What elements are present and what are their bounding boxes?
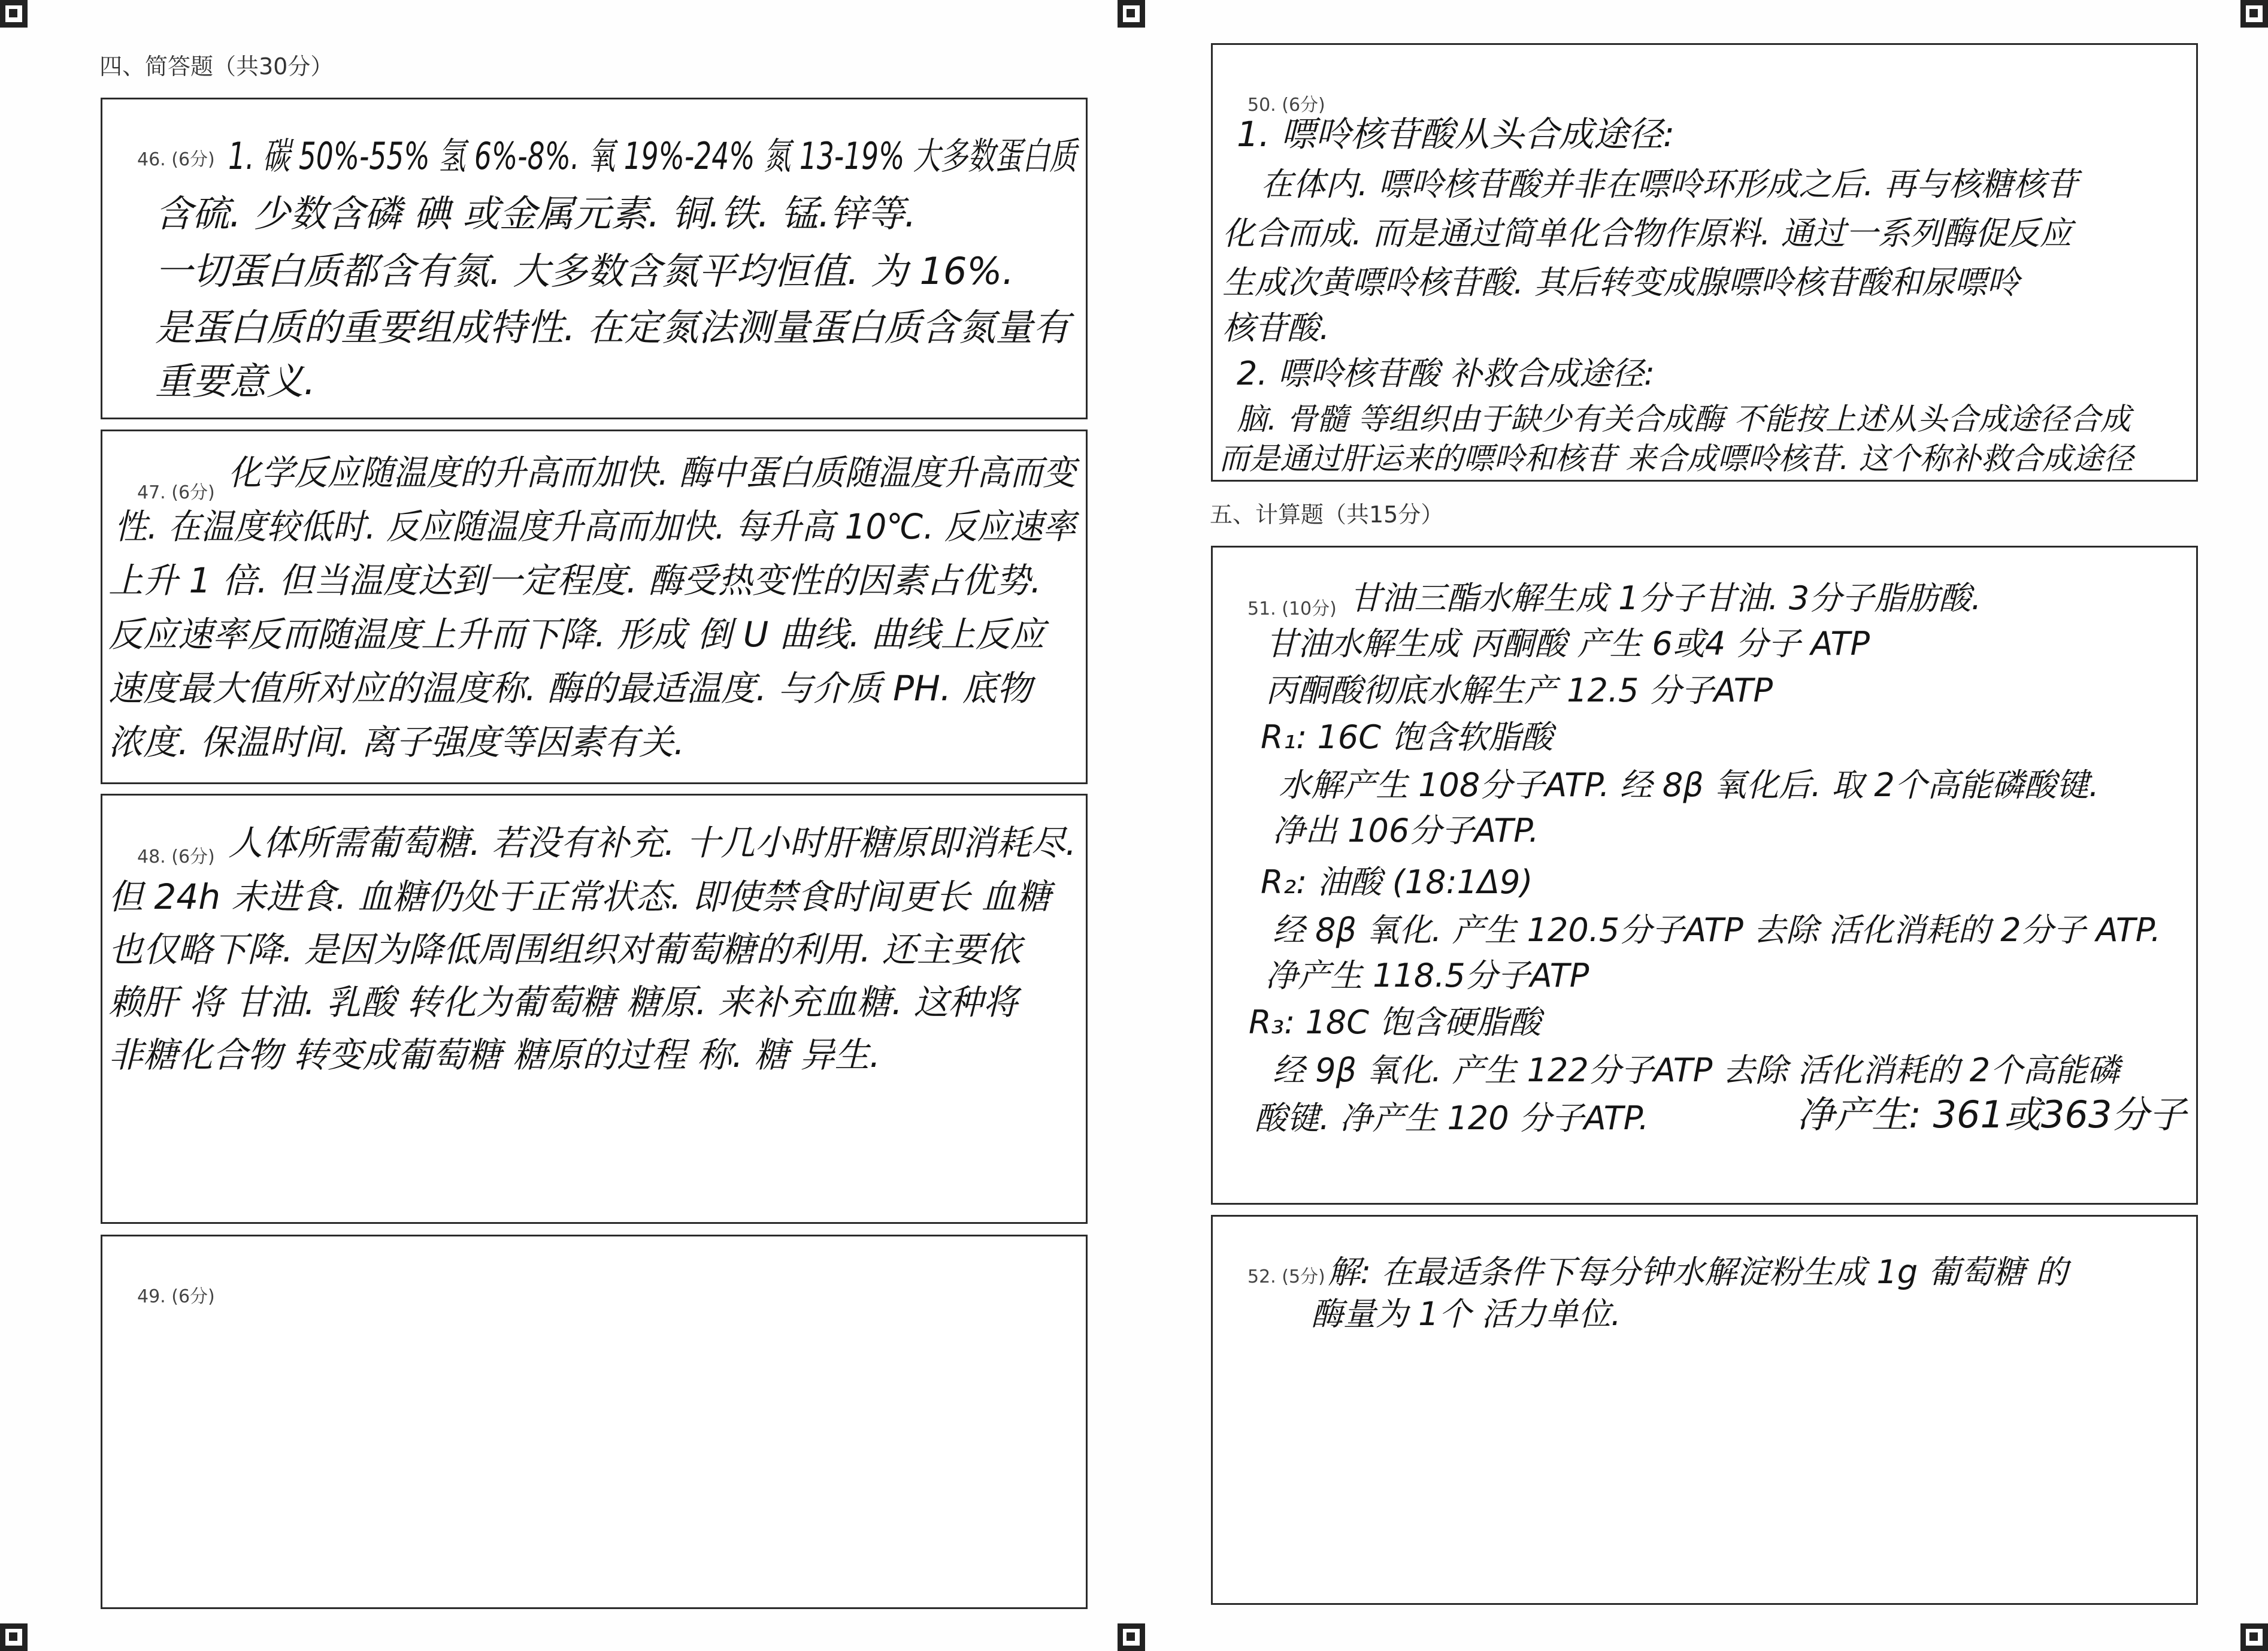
handwritten-line: R₃: 18C 饱含硬脂酸 — [1249, 1003, 1542, 1041]
question-label: 49. (6分) — [137, 1286, 215, 1307]
handwritten-line: 浓度. 保温时间. 离子强度等因素有关. — [108, 722, 685, 763]
handwritten-line: 酶量为 1个 活力单位. — [1311, 1295, 1621, 1333]
handwritten-line: 非糖化合物 转变成葡萄糖 糖原的过程 称. 糖 异生. — [108, 1035, 881, 1075]
registration-marker-top-left — [0, 0, 28, 28]
handwritten-line: 核苷酸. — [1222, 309, 1330, 347]
handwritten-line: 经 8β 氧化. 产生 120.5分子ATP 去除 活化消耗的 2分子 ATP. — [1273, 911, 2161, 949]
answer-box-q52[interactable] — [1211, 1215, 2198, 1605]
handwritten-line: 甘油三酯水解生成 1分子甘油. 3分子脂肪酸. — [1349, 579, 1982, 617]
registration-marker-bottom-right — [2240, 1623, 2268, 1651]
handwritten-line: 重要意义. — [155, 359, 316, 403]
handwritten-line: R₁: 16C 饱含软脂酸 — [1261, 718, 1554, 756]
handwritten-line: 在体内. 嘌呤核苷酸并非在嘌呤环形成之后. 再与核糖核苷 — [1261, 165, 2078, 203]
handwritten-line: 水解产生 108分子ATP. 经 8β 氧化后. 取 2个高能磷酸键. — [1279, 766, 2099, 804]
handwritten-line: 速度最大值所对应的温度称. 酶的最适温度. 与介质 PH. 底物 — [108, 668, 1032, 709]
handwritten-line: 甘油水解生成 丙酮酸 产生 6或4 分子 ATP — [1265, 625, 1870, 663]
handwritten-line: 性. 在温度较低时. 反应随温度升高而加快. 每升高 10℃. 反应速率 — [114, 506, 1076, 547]
handwritten-line: 净出 106分子ATP. — [1273, 812, 1539, 849]
question-label: 48. (6分) — [137, 846, 215, 867]
handwritten-line: 1. 嘌呤核苷酸从头合成途径: — [1237, 114, 1675, 155]
answer-box-q50[interactable] — [1211, 43, 2198, 482]
question-label: 47. (6分) — [137, 482, 215, 503]
handwritten-line: 酸键. 净产生 120 分子ATP. — [1255, 1099, 1649, 1137]
section-title-short-answer: 四、简答题（共30分） — [99, 53, 334, 80]
handwritten-line: 而是通过肝运来的嘌呤和核苷 来合成嘌呤核苷. 这个称补救合成途径 — [1219, 442, 2134, 477]
total-atp-answer: 净产生: 361或363分子 — [1797, 1093, 2187, 1136]
question-label: 51. (10分) — [1247, 598, 1337, 619]
registration-marker-top-right — [2240, 0, 2268, 28]
handwritten-line: 脑. 骨髓 等组织由于缺少有关合成酶 不能按上述从头合成途径合成 — [1237, 402, 2131, 437]
handwritten-line: R₂: 油酸 (18:1Δ9) — [1261, 863, 1533, 901]
handwritten-line: 人体所需葡萄糖. 若没有补充. 十几小时肝糖原即消耗尽. — [228, 823, 1077, 863]
handwritten-line: 但 24h 未进食. 血糖仍处于正常状态. 即使禁食时间更长 血糖 — [108, 876, 1051, 917]
question-label: 46. (6分) — [137, 149, 215, 170]
registration-marker-top-center — [1118, 0, 1145, 28]
section-title-calculation: 五、计算题（共15分） — [1210, 501, 1444, 528]
answer-box-q49[interactable] — [101, 1235, 1088, 1609]
handwritten-line: 也仅略下降. 是因为降低周围组织对葡萄糖的利用. 还主要依 — [108, 929, 1021, 970]
registration-marker-bottom-center — [1118, 1623, 1145, 1651]
handwritten-line: 丙酮酸彻底水解生产 12.5 分子ATP — [1265, 672, 1773, 709]
registration-marker-bottom-left — [0, 1623, 28, 1651]
answer-box-q48[interactable] — [101, 794, 1088, 1224]
handwritten-line: 生成次黄嘌呤核苷酸. 其后转变成腺嘌呤核苷酸和尿嘌呤 — [1222, 264, 2019, 301]
answer-box-q51[interactable] — [1211, 546, 2198, 1205]
handwritten-line: 经 9β 氧化. 产生 122分子ATP 去除 活化消耗的 2个高能磷 — [1273, 1051, 2120, 1089]
handwritten-line: 化学反应随温度的升高而加快. 酶中蛋白质随温度升高而变 — [228, 452, 1076, 493]
handwritten-line: 1. 碳 50%-55% 氢 6%-8%. 氧 19%-24% 氮 13-19% 大多数蛋白质 — [228, 134, 1077, 178]
question-label: 50. (6分) — [1247, 95, 1325, 116]
handwritten-line: 含硫. 少数含磷 碘 或金属元素. 铜.铁. 锰.锌等. — [155, 192, 916, 235]
handwritten-line: 是蛋白质的重要组成特性. 在定氮法测量蛋白质含氮量有 — [155, 306, 1070, 349]
handwritten-line: 净产生 118.5分子ATP — [1265, 957, 1589, 994]
answer-box-q47[interactable] — [101, 430, 1088, 784]
handwritten-line: 一切蛋白质都含有氮. 大多数含氮平均恒值. 为 16%. — [155, 249, 1015, 293]
handwritten-line: 反应速率反而随温度上升而下降. 形成 倒 U 曲线. 曲线上反应 — [108, 614, 1045, 655]
handwritten-line: 解: 在最适条件下每分钟水解淀粉生成 1g 葡萄糖 的 — [1328, 1253, 2068, 1291]
handwritten-line: 赖肝 将 甘油. 乳酸 转化为葡萄糖 糖原. 来补充血糖. 这种将 — [108, 982, 1018, 1023]
handwritten-line: 化合而成. 而是通过简单化合物作原料. 通过一系列酶促反应 — [1222, 214, 2072, 252]
answer-box-q46[interactable] — [101, 98, 1088, 419]
handwritten-line: 上升 1 倍. 但当温度达到一定程度. 酶受热变性的因素占优势. — [108, 560, 1041, 601]
question-label: 52. (5分) — [1247, 1266, 1325, 1287]
handwritten-line: 2. 嘌呤核苷酸 补救合成途径: — [1237, 355, 1655, 392]
